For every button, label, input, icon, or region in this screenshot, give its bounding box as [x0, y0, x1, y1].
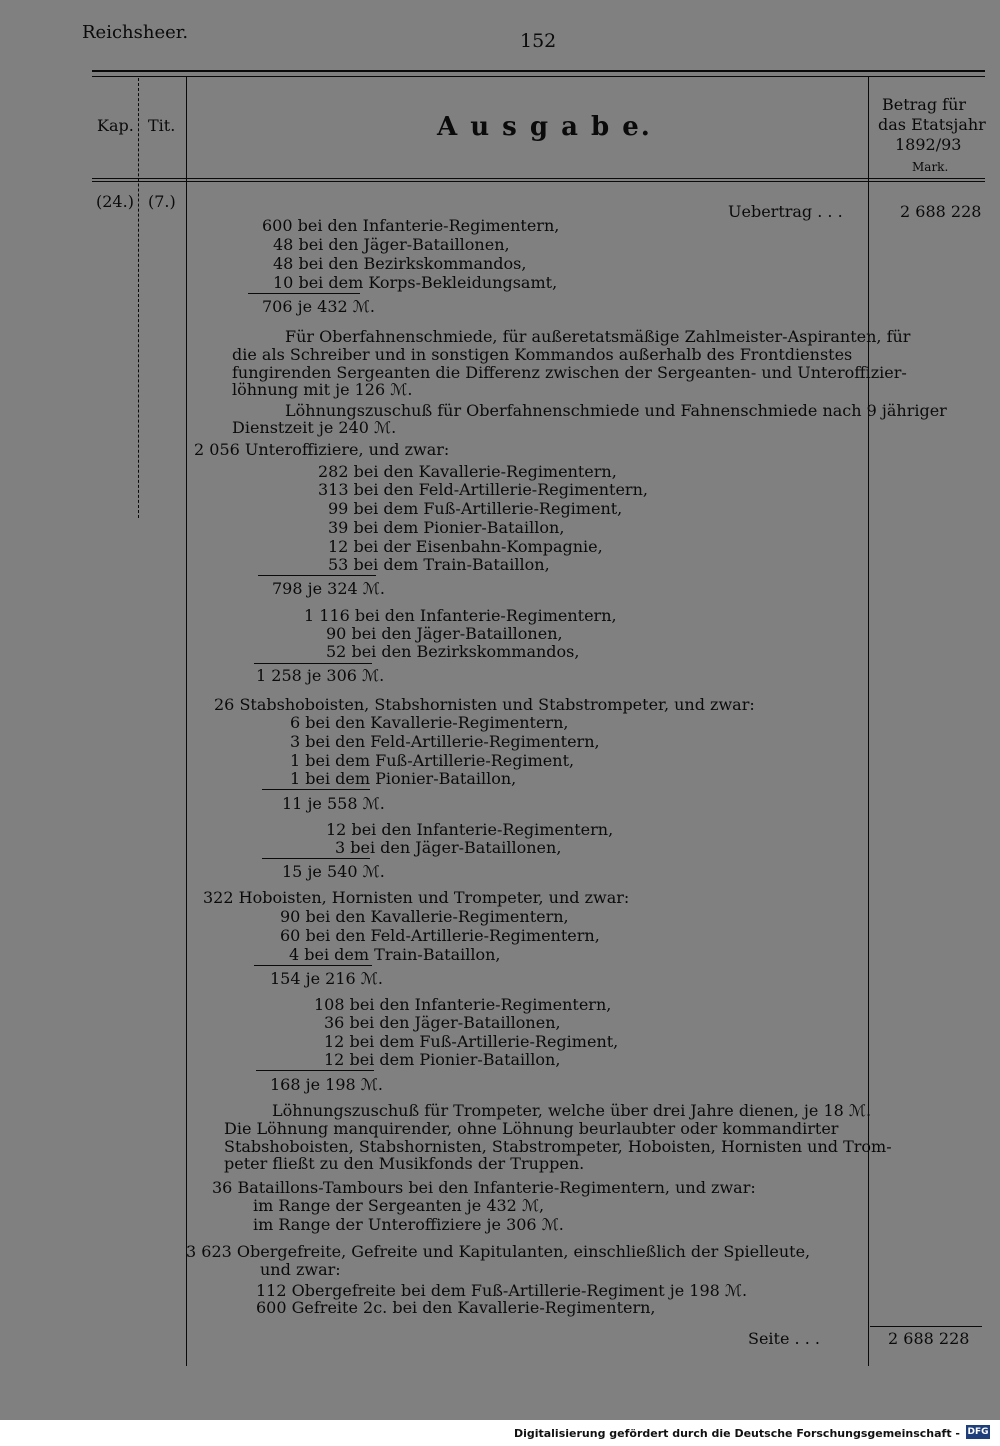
text-line: 282 bei den Kavallerie-Regimentern,: [318, 462, 617, 481]
column-amount-line2: das Etatsjahr: [878, 115, 986, 134]
kap-tit-divider: [138, 78, 139, 518]
text-line: 26 Stabshoboisten, Stabshornisten und Stabstrompeter, und zwar:: [214, 695, 755, 714]
seite-amount: 2 688 228: [888, 1329, 970, 1348]
text-line: 12 bei dem Pionier-Bataillon,: [324, 1050, 561, 1069]
text-line: 99 bei dem Fuß-Artillerie-Regiment,: [328, 499, 623, 518]
section-title: Reichsheer.: [82, 22, 189, 43]
sum-rule: [248, 293, 360, 294]
column-amount-unit: Mark.: [912, 160, 949, 174]
text-column-left-border: [186, 76, 187, 1366]
text-line: 600 Gefreite 2c. bei den Kavallerie-Regimentern,: [256, 1298, 656, 1317]
footer-bar: [0, 1420, 1000, 1446]
text-line: 60 bei den Feld-Artillerie-Regimentern,: [280, 926, 600, 945]
sum-rule: [262, 858, 370, 859]
text-line: 3 bei den Feld-Artillerie-Regimentern,: [290, 732, 600, 751]
text-line: Dienstzeit je 240 ℳ.: [232, 418, 397, 437]
sum-rule: [262, 789, 370, 790]
footer-text: Digitalisierung gefördert durch die Deutsche Forschungsgemeinschaft -: [513, 1427, 960, 1440]
top-rule: [92, 70, 985, 72]
header-rule-2: [92, 181, 985, 182]
text-line: 12 bei den Infanterie-Regimentern,: [326, 820, 614, 839]
tit-value: (7.): [148, 192, 176, 211]
text-line: 2 056 Unteroffiziere, und zwar:: [194, 440, 450, 459]
text-line: 1 bei dem Fuß-Artillerie-Regiment,: [290, 751, 575, 770]
text-line: 1 116 bei den Infanterie-Regimentern,: [304, 606, 617, 625]
text-line: 322 Hoboisten, Hornisten und Trompeter, und zwar:: [203, 888, 630, 907]
amount-column-left-border: [868, 76, 869, 1366]
text-line: Löhnungszuschuß für Oberfahnenschmiede und Fahnenschmiede nach 9 jähriger: [285, 401, 947, 420]
column-amount-line1: Betrag für: [882, 95, 967, 114]
column-ausgabe: A u s g a b e.: [437, 112, 652, 142]
text-line: 6 bei den Kavallerie-Regimentern,: [290, 713, 569, 732]
text-line: Löhnungszuschuß für Trompeter, welche über drei Jahre dienen, je 18 ℳ.: [272, 1101, 872, 1120]
text-line: 112 Obergefreite bei dem Fuß-Artillerie-Regiment je 198 ℳ.: [256, 1281, 748, 1300]
text-line: 48 bei den Jäger-Bataillonen,: [273, 235, 510, 254]
text-line: Für Oberfahnenschmiede, für außeretatsmäßige Zahlmeister-Aspiranten, für: [285, 327, 911, 346]
column-kap: Kap.: [97, 116, 134, 135]
column-amount-line3: 1892/93: [895, 135, 962, 154]
text-line: 90 bei den Jäger-Bataillonen,: [326, 624, 563, 643]
text-line: 15 je 540 ℳ.: [282, 862, 385, 881]
text-line: 36 bei den Jäger-Bataillonen,: [324, 1013, 561, 1032]
sum-rule: [256, 1070, 374, 1071]
text-line: 4 bei dem Train-Bataillon,: [289, 945, 501, 964]
text-line: 108 bei den Infanterie-Regimentern,: [314, 995, 612, 1014]
text-line: 12 bei der Eisenbahn-Kompagnie,: [328, 537, 603, 556]
column-tit: Tit.: [148, 116, 176, 135]
text-line: peter fließt zu den Musikfonds der Truppen.: [224, 1154, 585, 1173]
text-line: 39 bei dem Pionier-Bataillon,: [328, 518, 565, 537]
kap-value: (24.): [96, 192, 134, 211]
page-number: 152: [520, 30, 557, 52]
text-line: 12 bei dem Fuß-Artillerie-Regiment,: [324, 1032, 619, 1051]
header-rule: [92, 178, 985, 179]
text-line: und zwar:: [260, 1260, 341, 1279]
text-line: 600 bei den Infanterie-Regimentern,: [262, 216, 560, 235]
text-line: die als Schreiber und in sonstigen Kommandos außerhalb des Frontdienstes: [232, 345, 853, 364]
text-line: fungirenden Sergeanten die Differenz zwischen der Sergeanten- und Unteroffizier-: [232, 363, 907, 382]
seite-rule: [870, 1326, 982, 1327]
text-line: im Range der Unteroffiziere je 306 ℳ.: [253, 1215, 564, 1234]
text-line: 3 bei den Jäger-Bataillonen,: [335, 838, 562, 857]
dfg-logo: DFG: [967, 1427, 989, 1437]
sum-rule: [254, 663, 372, 664]
text-line: 154 je 216 ℳ.: [270, 969, 383, 988]
sum-rule: [254, 965, 372, 966]
text-line: 10 bei dem Korps-Bekleidungsamt,: [273, 273, 558, 292]
text-line: Stabshoboisten, Stabshornisten, Stabstrompeter, Hoboisten, Hornisten und Trom-: [224, 1137, 892, 1156]
text-line: 90 bei den Kavallerie-Regimentern,: [280, 907, 569, 926]
seite-label: Seite . . .: [748, 1329, 820, 1348]
uebertrag-amount: 2 688 228: [900, 202, 982, 221]
top-rule-2: [92, 76, 985, 77]
text-line: löhnung mit je 126 ℳ.: [232, 380, 413, 399]
text-line: 313 bei den Feld-Artillerie-Regimentern,: [318, 480, 648, 499]
text-line: 1 bei dem Pionier-Bataillon,: [290, 769, 517, 788]
text-line: 11 je 558 ℳ.: [282, 794, 385, 813]
text-line: 52 bei den Bezirkskommandos,: [326, 642, 580, 661]
sum-rule: [258, 575, 376, 576]
text-line: 53 bei dem Train-Bataillon,: [328, 555, 550, 574]
text-line: 798 je 324 ℳ.: [272, 579, 385, 598]
text-line: 706 je 432 ℳ.: [262, 297, 375, 316]
text-line: 3 623 Obergefreite, Gefreite und Kapitulanten, einschließlich der Spielleute,: [186, 1242, 811, 1261]
text-line: Die Löhnung manquirender, ohne Löhnung beurlaubter oder kommandirter: [224, 1119, 839, 1138]
uebertrag-label: Uebertrag . . .: [728, 202, 843, 221]
text-line: 36 Bataillons-Tambours bei den Infanterie-Regimentern, und zwar:: [212, 1178, 756, 1197]
text-line: 48 bei den Bezirkskommandos,: [273, 254, 527, 273]
text-line: im Range der Sergeanten je 432 ℳ,: [253, 1196, 545, 1215]
text-line: 1 258 je 306 ℳ.: [256, 666, 385, 685]
text-line: 168 je 198 ℳ.: [270, 1075, 383, 1094]
